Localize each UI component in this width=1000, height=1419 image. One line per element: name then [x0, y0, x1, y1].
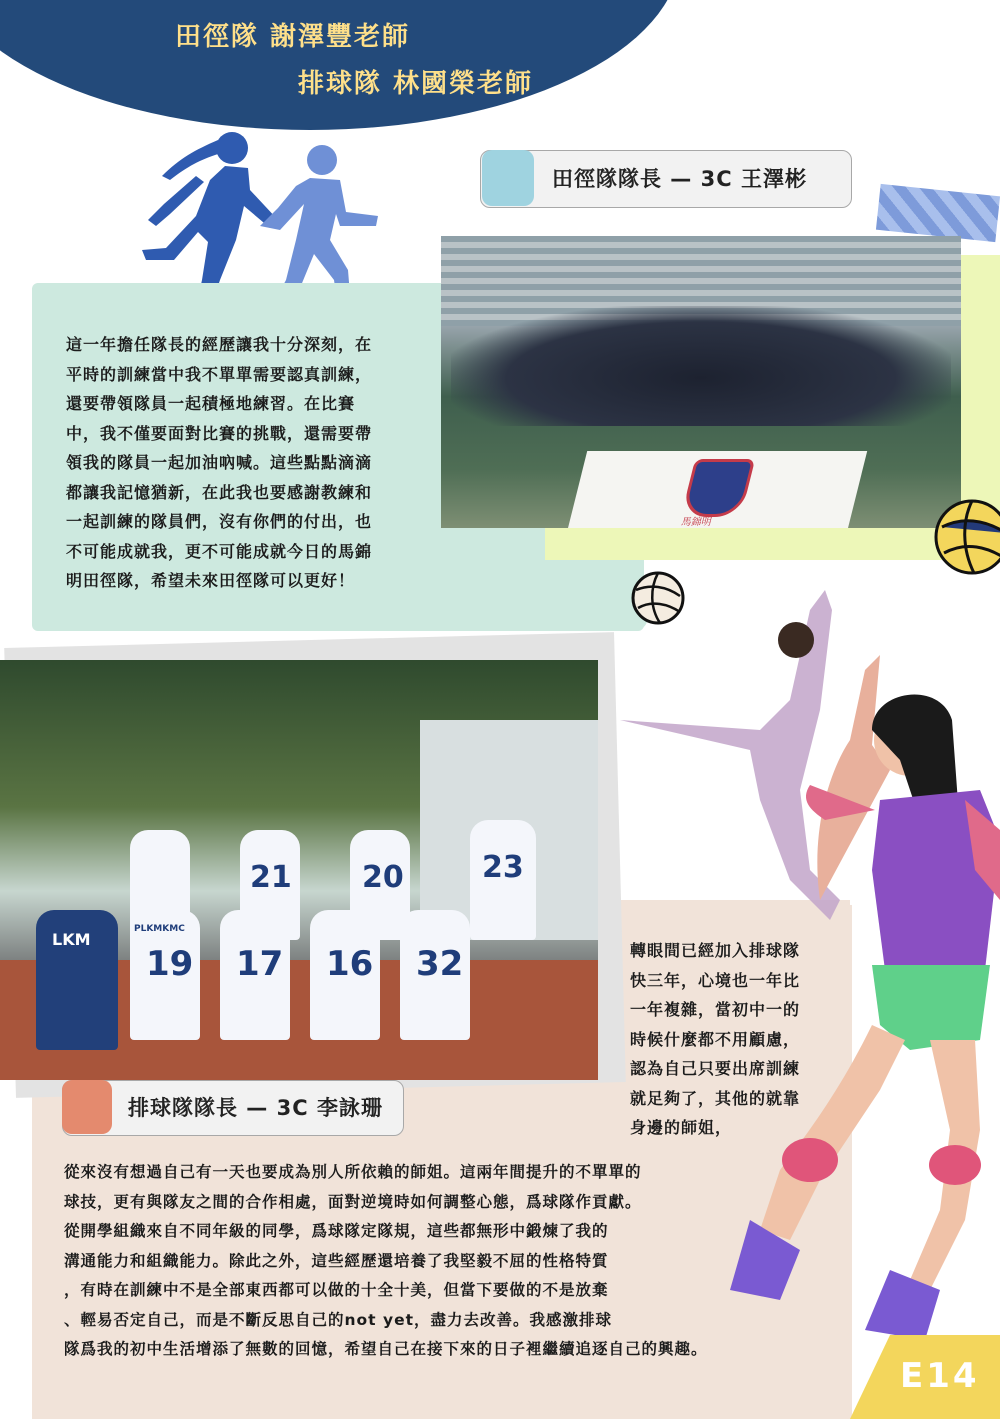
volley-line: 溝通能力和組織能力。除此之外，這些經歷還培養了我堅毅不屈的性格特質 — [64, 1251, 609, 1270]
volley-side-paragraph — [630, 936, 850, 1143]
track-line: 領我的隊員一起加油吶喊。這些點點滴滴 — [66, 453, 373, 472]
jersey-number: 17 — [236, 944, 284, 984]
flag-text: 馬錦明 — [680, 517, 713, 528]
volley-line: 球技，更有與隊友之間的合作相處，面對逆境時如何調整心態，爲球隊作貢獻。 — [64, 1192, 642, 1211]
side-line: 認為自己只要出席訓練 — [630, 1059, 801, 1078]
jersey-number: 23 — [482, 850, 524, 885]
side-line: 一年複雜，當初中一的 — [630, 1000, 801, 1019]
volley-line: 隊爲我的初中生活增添了無數的回憶，希望自己在接下來的日子裡繼續追逐自己的興趣。 — [64, 1340, 708, 1358]
jersey-number: 21 — [250, 860, 292, 895]
track-caption-swatch — [482, 150, 534, 206]
volley-line: 從開學組織來自不同年級的同學，爲球隊定隊規，這些都無形中鍛煉了我的 — [64, 1222, 609, 1240]
track-line: 平時的訓練當中我不單單需要認真訓練， — [66, 364, 373, 384]
side-line: 時候什麼都不用顧慮， — [630, 1029, 801, 1049]
side-line: 轉眼間已經加入排球隊 — [630, 941, 801, 960]
header-line-2: 排球隊 林國榮老師 — [298, 69, 534, 99]
front-row-players — [30, 900, 470, 1060]
team-group — [451, 306, 951, 426]
track-line: 中，我不僅要面對比賽的挑戰，還需要帶 — [66, 423, 373, 443]
sweater-text: LKM — [52, 930, 91, 949]
page-number: E14 — [900, 1356, 980, 1396]
track-caption: 田徑隊隊長 — 3C 王澤彬 — [552, 167, 807, 191]
volleyball-icon — [932, 497, 1000, 577]
track-line: 明田徑隊，希望未來田徑隊可以更好！ — [66, 571, 356, 590]
volley-line: 從來沒有想過自己有一天也要成為別人所依賴的師姐。這兩年間提升的不單單的 — [64, 1163, 642, 1181]
volley-caption: 排球隊隊長 — 3C 李詠珊 — [128, 1096, 383, 1120]
track-line: 這一年擔任隊長的經歷讓我十分深刻，在 — [66, 335, 373, 354]
track-team-photo — [441, 236, 961, 528]
track-paragraph — [66, 330, 446, 596]
jersey-team: PLKMKMC — [134, 924, 185, 934]
header-line-1: 田徑隊 謝澤豐老師 — [175, 22, 411, 52]
tape-decoration — [876, 184, 1000, 242]
volley-line: 、輕易否定自己，而是不斷反思自己的not yet，盡力去改善。我感激排球 — [64, 1310, 613, 1329]
side-line: 快三年，心境也一年比 — [630, 970, 801, 990]
side-line: 身邊的師姐， — [630, 1118, 733, 1137]
volley-team-photo — [0, 660, 598, 1080]
flag-emblem — [681, 459, 755, 517]
jersey-number: 20 — [362, 860, 404, 895]
school-flag — [565, 451, 867, 528]
track-line: 都讓我記憶猶新，在此我也要感謝教練和 — [66, 482, 373, 502]
volley-paragraph — [64, 1158, 824, 1365]
track-line: 還要帶領隊員一起積極地練習。在比賽 — [66, 394, 356, 413]
side-line: 就足夠了，其他的就靠 — [630, 1088, 801, 1108]
jersey-number: 32 — [416, 944, 464, 984]
jersey-number: 16 — [326, 944, 374, 984]
track-line: 不可能成就我，更不可能成就今日的馬錦 — [66, 541, 373, 561]
volley-line: ，有時在訓練中不是全部東西都可以做的十全十美，但當下要做的不是放棄 — [64, 1281, 609, 1299]
volley-caption-swatch — [62, 1080, 112, 1134]
jersey-number: 19 — [146, 944, 194, 984]
track-line: 一起訓練的隊員們，沒有你們的付出，也 — [66, 512, 373, 531]
